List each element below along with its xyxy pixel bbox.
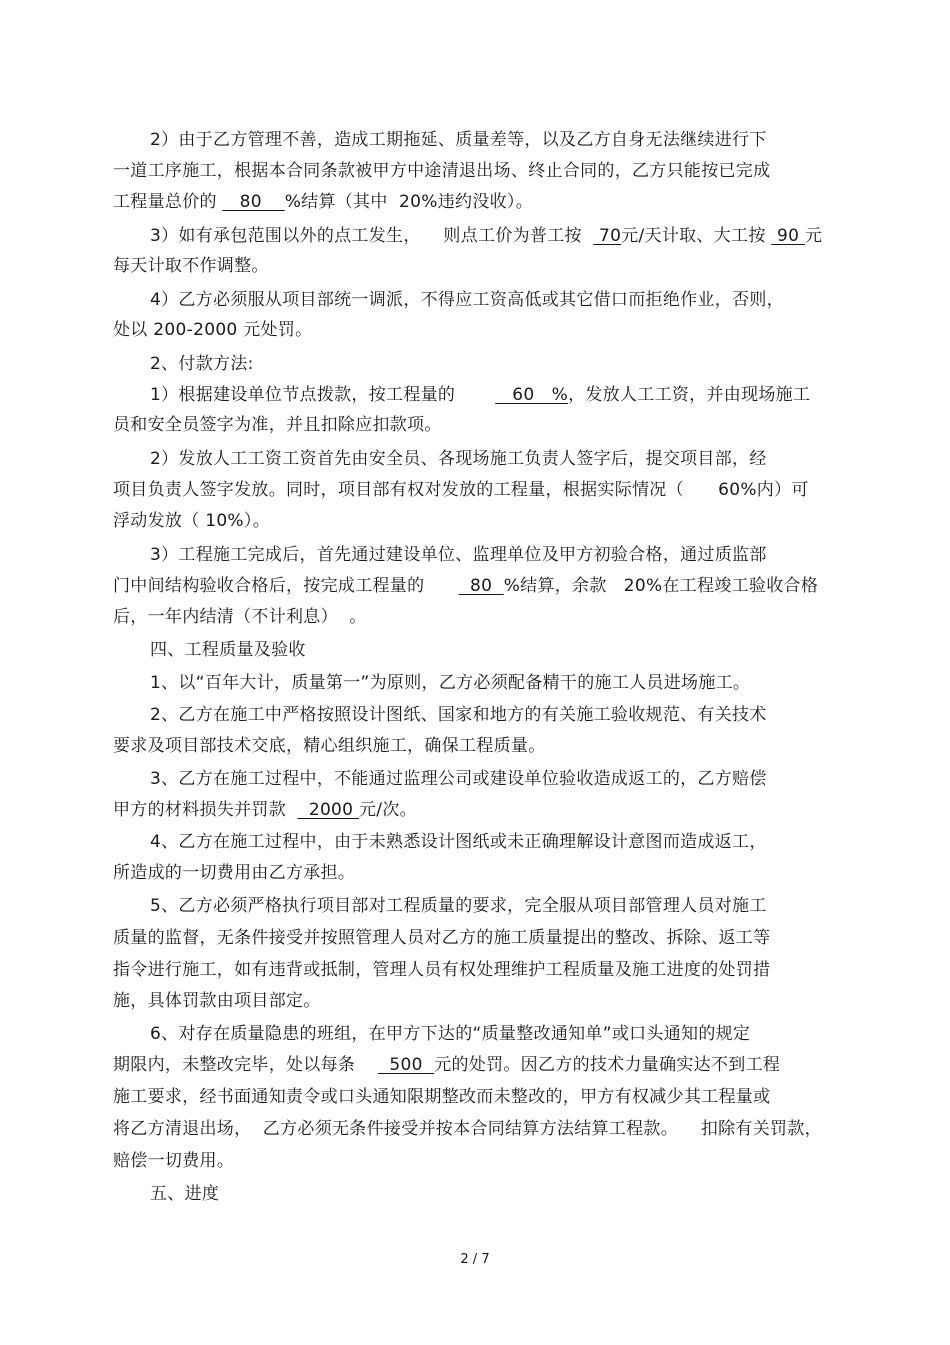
text-line: [113, 511, 270, 531]
text-segment: 工程量总价的: [113, 192, 223, 212]
text-line: [150, 673, 750, 693]
text-line: [113, 863, 355, 883]
text-line: [150, 290, 784, 310]
text-segment: 2、付款方法:: [150, 354, 254, 374]
text-line: [150, 1024, 750, 1044]
text-segment: 项目负责人签字发放。同时，项目部有权对发放的工程量，根据实际情况（ 60%内）可: [113, 480, 809, 500]
text-line: [113, 576, 818, 596]
text-segment: 4、乙方在施工过程中，由于未熟悉设计图纸或未正确理解设计意图而造成返工，: [150, 832, 767, 852]
text-line: [113, 480, 809, 500]
text-line: [150, 896, 767, 916]
text-line: [150, 769, 767, 789]
text-segment: 元: [804, 226, 823, 246]
text-segment: 2、乙方在施工中严格按照设计图纸、国家和地方的有关施工验收规范、有关技术: [150, 705, 767, 725]
text-segment: 门中间结构验收合格后，按完成工程量的: [113, 576, 459, 596]
text-segment: 2）由于乙方管理不善，造成工期拖延、质量差等，以及乙方自身无法继续进行下: [150, 130, 767, 150]
text-segment: 四、工程质量及验收: [150, 640, 306, 660]
text-segment: 3）工程施工完成后，首先通过建设单位、监理单位及甲方初验合格，通过质监部: [150, 545, 767, 565]
text-segment: 6、对存在质量隐患的班组，在甲方下达的“质量整改通知单”或口头通知的规定: [150, 1024, 751, 1044]
text-segment: ，发放人工工资，并由现场施工: [568, 385, 811, 405]
text-line: [113, 1055, 780, 1075]
text-segment: 将乙方清退出场， 乙方必须无条件接受并按本合同结算方法结算工程款。 扣除有关罚款，: [113, 1119, 822, 1139]
text-line: [150, 449, 767, 469]
text-segment: 处以 200-2000 元处罚。: [113, 320, 313, 340]
text-line: [150, 832, 767, 852]
filled-blank: 80: [222, 192, 285, 212]
text-line: [150, 705, 767, 725]
text-line: [113, 960, 770, 980]
text-line: [113, 607, 367, 627]
text-segment: 施，具体罚款由项目部定。: [113, 991, 321, 1011]
text-segment: 4）乙方必须服从项目部统一调派，不得应工资高低或其它借口而拒绝作业，否则，: [150, 290, 784, 310]
text-segment: %结算，余款 20%在工程竣工验收合格: [503, 576, 819, 596]
text-segment: 施工要求，经书面通知责令或口头通知限期整改而未整改的，甲方有权减少其工程量或: [113, 1087, 771, 1107]
text-line: [113, 415, 442, 435]
text-line: [113, 736, 546, 756]
text-segment: 指令进行施工，如有违背或抵制，管理人员有权处理维护工程质量及施工进度的处罚措: [113, 960, 771, 980]
text-line: [150, 354, 254, 374]
text-segment: 质量的监督，无条件接受并按照管理人员对乙方的施工质量提出的整改、拆除、返工等: [113, 928, 771, 948]
filled-blank: 60 %: [495, 385, 569, 405]
text-segment: 浮动发放（ 10%）。: [113, 511, 270, 531]
text-segment: 赔偿一切费用。: [113, 1151, 235, 1171]
filled-blank: 80: [458, 576, 504, 596]
text-line: [150, 640, 306, 660]
text-segment: 要求及项目部技术交底，精心组织施工，确保工程质量。: [113, 736, 546, 756]
text-segment: 3、乙方在施工过程中，不能通过监理公司或建设单位验收造成返工的，乙方赔偿: [150, 769, 767, 789]
page-number: 2 / 7: [460, 1252, 490, 1267]
text-segment: 五、进度: [150, 1184, 220, 1204]
text-segment: 员和安全员签字为准，并且扣除应扣款项。: [113, 415, 442, 435]
text-segment: 元/次。: [359, 800, 417, 820]
text-line: [150, 545, 767, 565]
text-segment: 所造成的一切费用由乙方承担。: [113, 863, 356, 883]
filled-blank: 70: [593, 226, 622, 246]
text-segment: %结算（其中 20%违约没收）。: [284, 192, 534, 212]
text-segment: 一道工序施工，根据本合同条款被甲方中途清退出场、终止合同的，乙方只能按已完成: [113, 161, 771, 181]
text-line: [113, 256, 269, 276]
text-segment: 每天计取不作调整。: [113, 256, 269, 276]
text-line: [113, 1087, 770, 1107]
text-segment: 后，一年内结清（不计利息） 。: [113, 607, 367, 627]
text-segment: 元的处罚。因乙方的技术力量确实达不到工程: [434, 1055, 781, 1075]
text-line: [150, 226, 822, 246]
text-line: [113, 1119, 822, 1139]
text-line: [113, 161, 770, 181]
text-segment: 2）发放人工工资工资首先由安全员、各现场施工负责人签字后，提交项目部，经: [150, 449, 767, 469]
text-segment: 1）根据建设单位节点拨款，按工程量的: [150, 385, 496, 405]
text-line: [113, 800, 417, 820]
text-line: [150, 130, 767, 150]
text-segment: 甲方的材料损失并罚款: [113, 800, 298, 820]
text-line: [113, 928, 770, 948]
text-line: [150, 1184, 219, 1204]
text-segment: 1、以“百年大计，质量第一”为原则，乙方必须配备精干的施工人员进场施工。: [150, 673, 751, 693]
text-segment: 5、乙方必须严格执行项目部对工程质量的要求，完全服从项目部管理人员对施工: [150, 896, 767, 916]
text-segment: 3）如有承包范围以外的点工发生， 则点工价为普工按: [150, 226, 594, 246]
text-line: [113, 192, 533, 212]
filled-blank: 500: [378, 1055, 435, 1075]
text-line: [113, 1151, 234, 1171]
text-line: [113, 991, 321, 1011]
text-line: [113, 320, 312, 340]
text-line: [150, 385, 810, 405]
text-segment: 元/天计取、大工按: [621, 226, 772, 246]
filled-blank: 90: [771, 226, 805, 246]
filled-blank: 2000: [297, 800, 359, 820]
text-segment: 期限内，未整改完毕，处以每条: [113, 1055, 379, 1075]
